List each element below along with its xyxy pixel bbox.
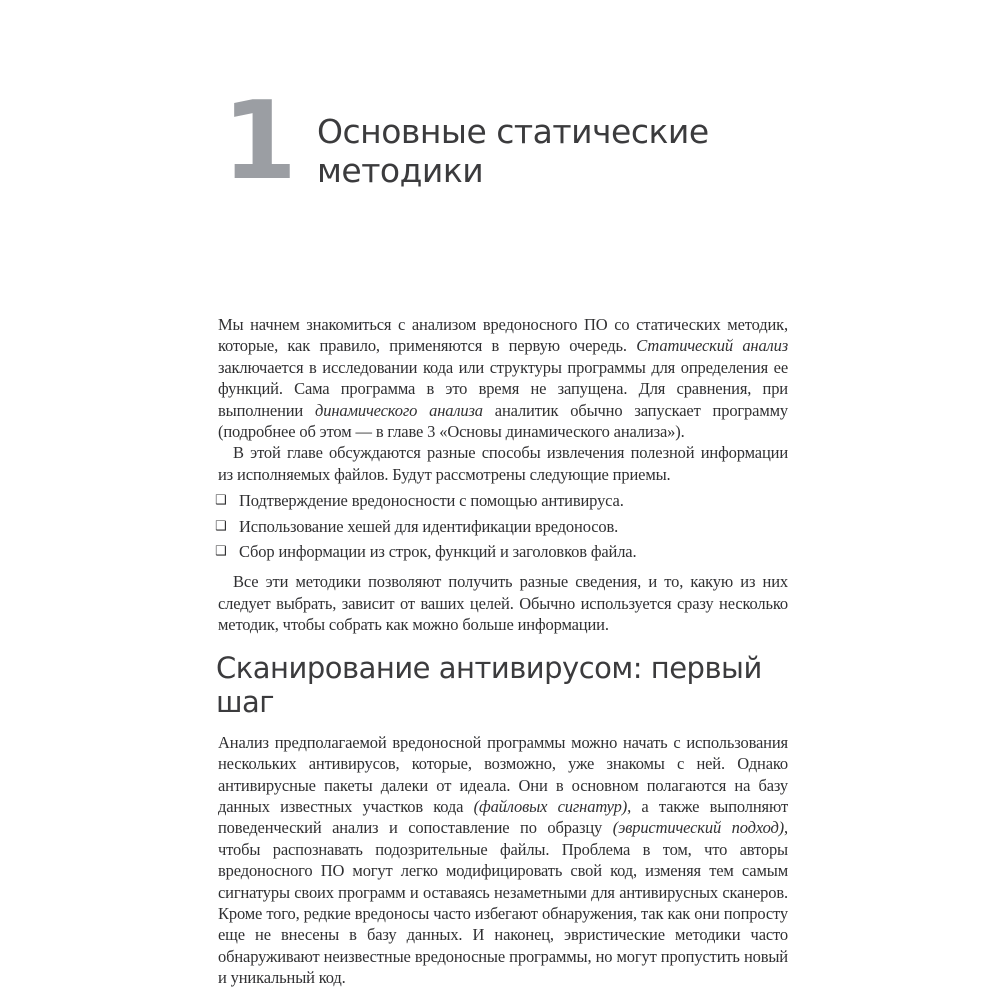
square-bullet-icon: ❑ — [215, 518, 227, 534]
italic-term-file-signatures: (файловых сигнатур) — [473, 796, 628, 816]
section-heading: Сканирование антивирусом: первый шаг — [216, 650, 762, 719]
chapter-number: 1 — [222, 79, 298, 204]
italic-term-dynamic-analysis: динамического анализа — [315, 400, 483, 420]
chapter-title — [317, 112, 709, 190]
text-run: Мы начнем знакомиться с анализом вредоносного ПО со статических методик, которые, как правило, применяются в первую очередь. — [218, 315, 788, 356]
italic-term-static-analysis: Статический анализ — [636, 336, 788, 356]
chapter-title-line-1: Основные статические — [317, 112, 709, 151]
list-item — [215, 516, 788, 537]
list-item-text: Сбор информации из строк, функций и заголовков файла. — [239, 542, 637, 562]
page-body — [215, 314, 789, 989]
list-item — [215, 541, 788, 562]
square-bullet-icon: ❑ — [215, 544, 227, 560]
text-run: , чтобы распознавать подозрительные файлы. Проблема в том, что авторы вредоносного ПО могут легко модифицировать свой код, изменяя тем самым сигнатуры своих программ и оставаясь незаметными для антивирусных сканеров. Кроме того, редкие вредоносы часто избегают обнаружения, так как они попросту еще не внесены в базу данных. И наконец, эвристические методики часто обнаруживают неизвестные вредоносные программы, но могут пропустить новый и уникальный код. — [218, 818, 788, 988]
text-run: аналитик обычно запускает программу (подробнее об этом — в главе 3 «Основы динамического анализа»). — [218, 400, 788, 442]
text-run: Анализ предполагаемой вредоносной программы можно начать с использования нескольких антивирусов, которые, возможно, уже знакомы с ней. Однако антивирусные пакеты далеки от идеала. Они в основном полагаются на базу данных известных участков кода — [218, 732, 788, 816]
text-run: , а также выполняют поведенческий анализ и сопоставление по образцу — [218, 796, 789, 838]
paragraph-intro-3: Все эти методики позволяют получить разные сведения, и то, какую из них следует выбрать, зависит от ваших целей. Обычно используется сразу несколько методик, чтобы собрать как можно больше информации. — [218, 572, 788, 635]
technique-list — [215, 490, 788, 562]
paragraph-intro-1 — [218, 314, 788, 442]
square-bullet-icon: ❑ — [215, 493, 227, 509]
text-run: заключается в исследовании кода или структуры программы для определения ее функций. Сама программа в это время не запущена. Для сравнения, при выполнении — [218, 357, 788, 420]
list-item — [215, 490, 788, 511]
list-item-text: Подтверждение вредоносности с помощью антивируса. — [239, 491, 624, 511]
paragraph-section-1 — [218, 732, 788, 989]
list-item-text: Использование хешей для идентификации вредоносов. — [239, 516, 619, 536]
paragraph-intro-2: В этой главе обсуждаются разные способы извлечения полезной информации из исполняемых файлов. Будут рассмотрены следующие приемы. — [218, 443, 788, 484]
chapter-title-line-2: методики — [317, 151, 484, 190]
italic-term-heuristic-approach: (эвристический подход) — [612, 818, 785, 838]
